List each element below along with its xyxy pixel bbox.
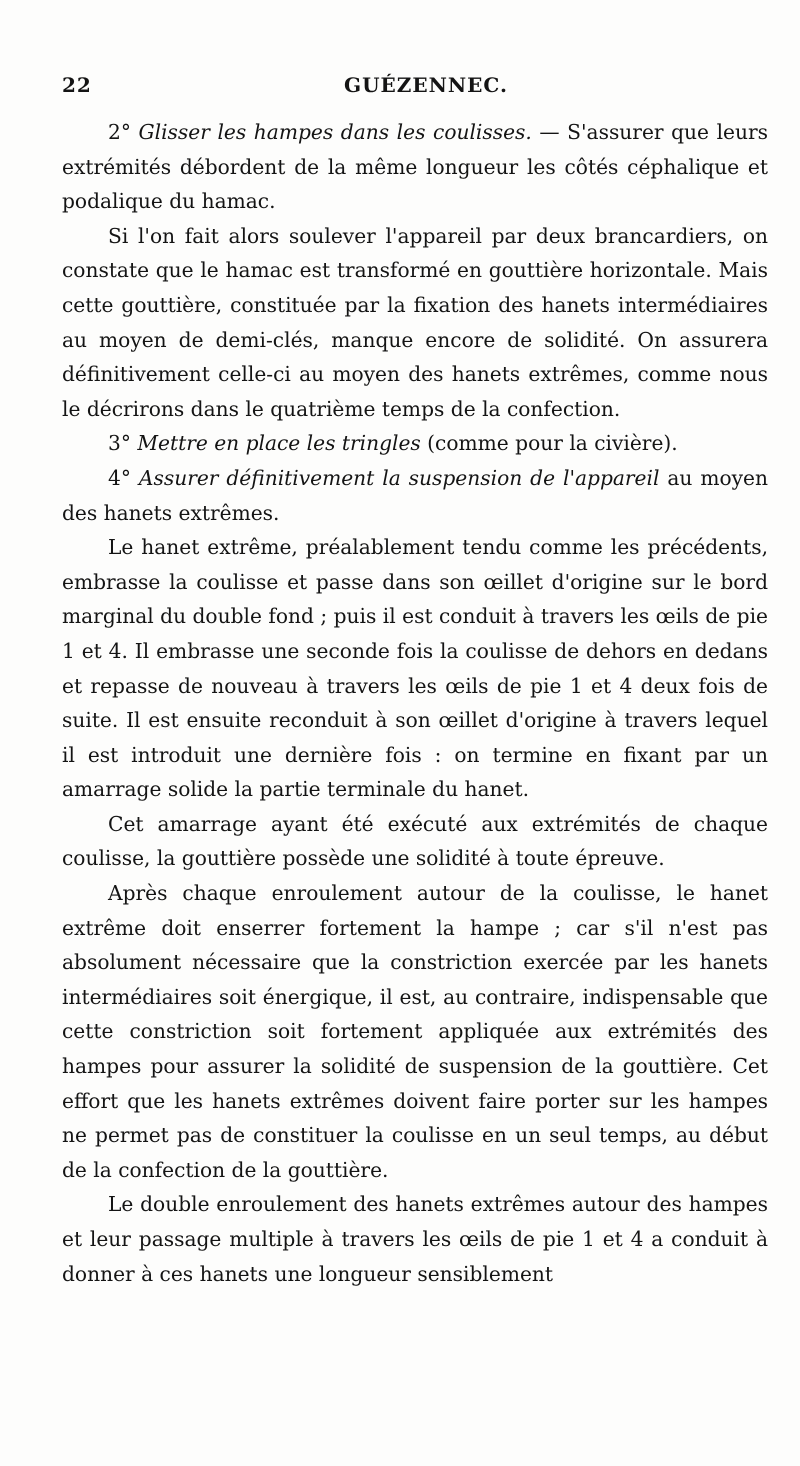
- paragraph: Si l'on fait alors soulever l'appareil par deux brancardiers, on constate que le hamac est transformé en gouttière horizontale. Mais cette gouttière, constituée par la fixation des hanets intermédiaires au moyen de demi-clés, manque encore de solidité. On assurera définitivement celle-ci au moyen des hanets extrêmes, comme nous le décrirons dans le quatrième temps de la confection.: [62, 223, 768, 421]
- paragraph: Cet amarrage ayant été exécuté aux extrémités de chaque coulisse, la gouttière possède une solidité à toute épreuve.: [62, 811, 768, 871]
- paragraph-text: au moyen des hanets extrêmes.: [62, 465, 768, 525]
- paragraph-step-2: [62, 115, 768, 219]
- page-number: 22: [62, 73, 92, 97]
- step-heading: Glisser les hampes dans les coulisses.: [138, 120, 532, 144]
- step-number: 3°: [108, 431, 138, 456]
- paragraph: Après chaque enroulement autour de la coulisse, le hanet extrême doit enserrer fortement la hampe ; car s'il n'est pas absolument nécessaire que la constriction exercée par les hanets intermédiaires soit énergique, il est, au contraire, indispensable que cette constriction soit fortement appliquée aux extrémités des hampes pour assurer la solidité de suspension de la gouttière. Cet effort que les hanets extrêmes doivent faire porter sur les hampes ne permet pas de constituer la coulisse en un seul temps, au début de la confection de la gouttière.: [62, 881, 768, 1182]
- paragraph: Le hanet extrême, préalablement tendu comme les précédents, embrasse la coulisse et passe dans son œillet d'origine sur le bord marginal du double fond ; puis il est conduit à travers les œils de pie 1 et 4. Il embrasse une seconde fois la coulisse de dehors en dedans et repasse de nouveau à travers les œils de pie 1 et 4 deux fois de suite. Il est ensuite reconduit à son œillet d'origine à travers lequel il est introduit une dernière fois : on termine en fixant par un amarrage solide la partie terminale du hanet.: [62, 535, 768, 802]
- running-title: GUÉZENNEC.: [344, 73, 508, 97]
- step-heading: Assurer définitivement la suspension de l'appareil: [138, 465, 660, 490]
- paragraph-step-4: [62, 461, 768, 530]
- body-text: [62, 115, 768, 1291]
- paragraph-text: — S'assurer que leurs extrémités débordent de la même longueur les côtés céphalique et podalique du hamac.: [62, 120, 768, 214]
- paragraph-step-3: [62, 426, 768, 461]
- running-head: [62, 73, 768, 103]
- paragraph-text: (comme pour la civière).: [420, 431, 678, 456]
- step-heading: Mettre en place les tringles: [137, 431, 421, 456]
- step-number: 2°: [108, 120, 139, 144]
- step-number: 4°: [108, 465, 139, 490]
- paragraph: Le double enroulement des hanets extrêmes autour des hampes et leur passage multiple à travers les œils de pie 1 et 4 a conduit à donner à ces hanets une longueur sensiblement: [62, 1192, 768, 1286]
